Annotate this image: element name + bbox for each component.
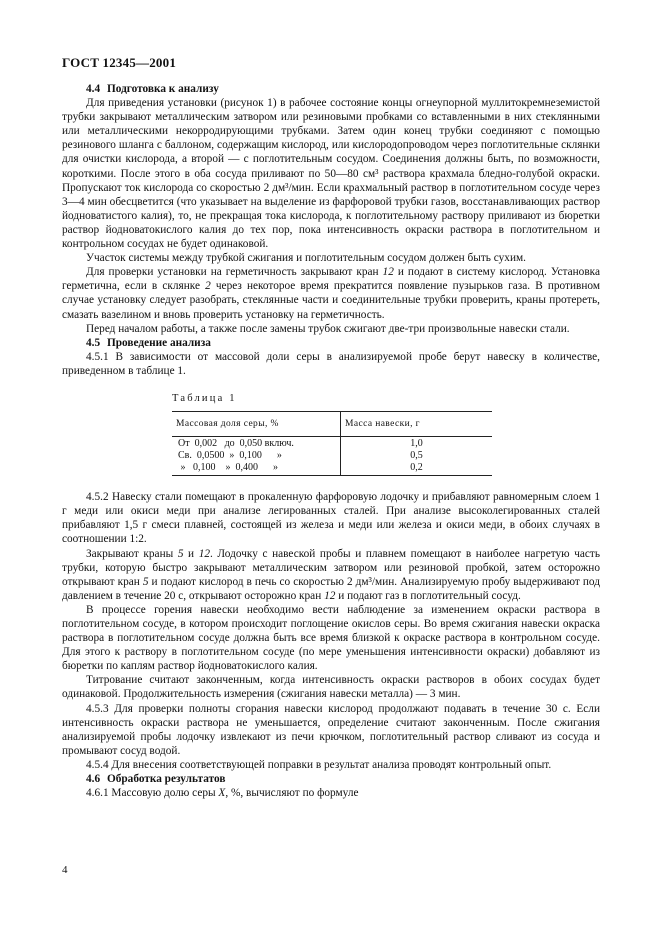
- paragraph: 4.5.4 Для внесения соответствующей поправки в результат анализа проводят контрольный опыт.: [86, 758, 552, 771]
- text-run: . Лодочку с навеской пробы и плавнем помещают в наиболее нагретую часть трубки, которую быстро закрывают металлическим затвором или резиновой пробкой, затем осторожно открывают кран: [62, 547, 601, 588]
- page-content: [62, 82, 600, 800]
- standard-header: ГОСТ 12345—2001: [62, 55, 177, 70]
- section-number: 4.5: [86, 336, 101, 349]
- paragraph: [62, 265, 600, 321]
- sulfur-range: От 0,002 до 0,050 включ.: [178, 438, 294, 450]
- paragraph: Для приведения установки (рисунок 1) в рабочее состояние концы огнеупорной муллитокремнеземистой трубки закрывают металлическим затвором или резиновыми пробками со вставленными в них стеклянными или металлическими некорродирующими трубками. Затем один конец трубки соединяют с помощью резинового шланга с баллоном, содержащим кислород, или кислородопроводом через поглотительные склянки для очистки кислорода, а второй — с поглотительным сосудом. Соединения должны быть, по возможности, короткими. После этого в оба сосуда приливают по 50—80 см³ раствора крахмала бледно-голубой окраски. Пропускают ток кислорода со скоростью 2 дм³/мин. Если крахмальный раствор в поглотительном сосуде через 3—4 мин обесцветится (что указывает на выделение из фарфоровой трубки газов, восстанавливающих раствор йодноватистого калия), то, не прекращая тока кислорода, к поглотительному раствору приливают из бюретки раствор йодноватокислого калия до тех пор, пока интенсивность окраски раствора в поглотительном и контрольном сосудах не будет одинаковой.: [62, 97, 600, 251]
- sulfur-range: » 0,100 » 0,400 »: [178, 462, 278, 474]
- sulfur-range: Св. 0,0500 » 0,100 »: [178, 450, 282, 462]
- page-number: 4: [62, 864, 68, 876]
- section-title: Обработка результатов: [106, 773, 226, 786]
- paragraph: Титрование считают законченным, когда интенсивность окраски растворов в обоих сосудах будет одинаковой. Продолжительность измерения (сжигания навески металла) — 3 мин.: [62, 674, 600, 701]
- table-cell: [172, 437, 341, 476]
- section-4-6-heading: [62, 772, 600, 786]
- paragraph: В процессе горения навески необходимо вести наблюдение за изменением окраски раствора в поглотительном сосуде, в котором происходит поглощение окислов серы. Во время сжигания навески окраска раствора в поглотительном сосуде должна быть все время близкой к окраске раствора в контрольном сосуде. Для этого к раствору в поглотительном сосуде (по мере уменьшения интенсивности окраски) добавляют из бюретки по каплям раствор йодноватокислого калия.: [62, 603, 600, 673]
- text-run: и подают кислород в печь со скоростью 2 дм³/мин. Анализируемую пробу выдерживают под давлением в течение 20 с, открывают осторожно кран: [62, 575, 600, 602]
- column-header: Массовая доля серы, %: [172, 412, 341, 437]
- flask-number: 2: [205, 280, 211, 293]
- valve-number: 12: [382, 266, 394, 279]
- variable-x: X: [218, 787, 226, 800]
- column-header: Масса навески, г: [341, 412, 493, 437]
- text-run: и подают газ в поглотительный сосуд.: [335, 589, 521, 602]
- section-number: 4.6: [86, 773, 101, 786]
- valve-number: 12: [324, 589, 336, 602]
- text-run: и подают в систему кислород. Установка герметична, если в склянке: [62, 266, 600, 293]
- valve-number: 5: [177, 547, 184, 560]
- text-run: и: [183, 547, 199, 560]
- paragraph: Участок системы между трубкой сжигания и поглотительным сосудом должен быть сухим.: [86, 252, 526, 265]
- section-4-4-heading: [62, 82, 600, 96]
- paragraph: 4.5.2 Навеску стали помещают в прокаленную фарфоровую лодочку и прибавляют равномерным слоем 1 г меди или окиси меди при анализе легированных сталей. При анализе высоколегированных сталей прибавляют 1,5 г смеси плавней, состоящей из железа и меди или железа и окиси меди, в обоих случаях в соотношении 1:2.: [62, 491, 600, 546]
- sample-mass: 0,5: [410, 450, 423, 462]
- paragraph: 4.5.1 В зависимости от массовой доли серы в анализируемой пробе берут навеску в количестве, приведенном в таблице 1.: [62, 350, 600, 377]
- sample-mass-table: [172, 411, 492, 476]
- paragraph: Перед началом работы, а также после замены трубок сжигают две-три произвольные навески стали.: [86, 322, 570, 335]
- text-run: через некоторое время прекратится появление пузырьков газа. В противном случае установку следует разобрать, стеклянные части и соединительные трубки проверить, краны протереть, смазать вазелином и вновь проверить установку на герметичность.: [62, 280, 600, 321]
- text-run: , %, вычисляют по формуле: [225, 787, 359, 800]
- table-caption: Таблица 1: [172, 392, 237, 404]
- paragraph: [62, 786, 600, 800]
- section-4-5-heading: [62, 336, 600, 350]
- text-run: Закрывают краны: [86, 547, 178, 560]
- section-number: 4.4: [86, 83, 101, 95]
- section-title: Проведение анализа: [106, 336, 211, 349]
- table-cell: [341, 437, 493, 476]
- paragraph: [62, 547, 600, 603]
- paragraph: 4.5.3 Для проверки полноты сгорания навески кислород продолжают подавать в течение 30 с. Если интенсивность окраски раствора не уменьшается, определение считают законченным. После сжигания анализируемой пробы лодочку извлекают из печи крючком, поглотительный раствор сливают из сосуда и промывают сосуд водой.: [62, 702, 600, 757]
- sample-mass: 0,2: [410, 462, 423, 474]
- section-title: Подготовка к анализу: [106, 83, 219, 95]
- sample-mass: 1,0: [410, 438, 423, 450]
- table-row: [172, 437, 492, 476]
- table-header-row: [172, 412, 492, 437]
- text-run: Для проверки установки на герметичность закрывают кран: [86, 266, 383, 279]
- text-run: 4.6.1 Массовую долю серы: [86, 787, 219, 800]
- valve-number: 12: [198, 547, 210, 560]
- valve-number: 5: [142, 575, 149, 588]
